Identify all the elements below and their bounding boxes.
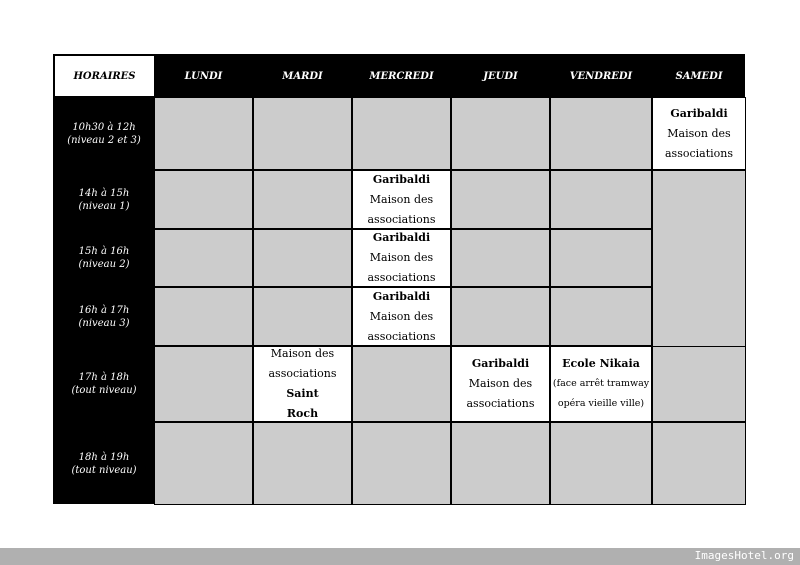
time-label: 17h à 18h (78, 372, 130, 383)
header-vendredi: VENDREDI (569, 70, 633, 82)
slot-empty (451, 97, 550, 170)
slot-empty (550, 97, 652, 170)
location-line: Maison des (667, 126, 731, 140)
slot-empty (154, 170, 253, 229)
slot-empty (451, 229, 550, 287)
level-label: (niveau 2 et 3) (67, 134, 141, 146)
location-name: Garibaldi (372, 289, 431, 303)
location-line: (face arrêt tramway (552, 378, 650, 389)
slot-empty (451, 170, 550, 229)
header-lundi: LUNDI (184, 70, 223, 82)
location-name: Garibaldi (372, 231, 431, 244)
level-label: (niveau 1) (78, 200, 130, 212)
header-mardi: MARDI (282, 70, 323, 82)
location-name: Garibaldi (471, 357, 530, 370)
level-label: (tout niveau) (71, 385, 137, 396)
location-name: Garibaldi (372, 172, 431, 186)
location-line: associations (367, 329, 436, 343)
location-name: Roch (286, 407, 319, 420)
slot-empty (253, 170, 352, 229)
slot-empty (352, 97, 451, 170)
location-line: associations (466, 397, 535, 410)
time-slot-1030 (54, 97, 154, 170)
slot-mardi-17 (253, 346, 352, 422)
slot-empty (253, 287, 352, 346)
slot-mercredi-15 (352, 229, 451, 287)
slot-empty (154, 229, 253, 287)
slot-samedi-1030 (652, 97, 746, 170)
header-mercredi: MERCREDI (369, 70, 434, 82)
slot-empty (352, 422, 451, 505)
location-name: Saint (286, 387, 319, 400)
slot-empty (352, 346, 451, 422)
schedule-table (53, 54, 745, 504)
time-label: 10h30 à 12h (72, 121, 136, 133)
time-slot-18 (54, 422, 154, 505)
slot-empty (652, 422, 746, 505)
time-slot-14 (54, 170, 154, 229)
slot-empty (154, 287, 253, 346)
slot-empty (451, 422, 550, 505)
slot-empty (451, 287, 550, 346)
slot-empty (550, 229, 652, 287)
time-label: 14h à 15h (78, 187, 130, 199)
location-line: Maison des (270, 347, 335, 360)
slot-empty (154, 422, 253, 505)
time-label: 15h à 16h (78, 246, 130, 257)
slot-empty (550, 287, 652, 346)
slot-empty (253, 229, 352, 287)
time-slot-17 (54, 346, 154, 422)
level-label: (niveau 3) (78, 317, 130, 329)
location-word: associations (268, 367, 337, 380)
location-name: Ecole Nikaia (562, 357, 640, 370)
location-line: Maison des (369, 192, 434, 206)
header-samedi: SAMEDI (675, 70, 723, 82)
location-line: associations (367, 212, 436, 226)
location-line: opéra vieille ville) (557, 398, 645, 409)
slot-vendredi-17 (550, 346, 652, 422)
level-label: (niveau 2) (78, 259, 130, 270)
slot-empty (550, 422, 652, 505)
slot-mercredi-14 (352, 170, 451, 229)
slot-empty (550, 170, 652, 229)
header-jeudi: JEUDI (483, 70, 518, 82)
slot-mercredi-16 (352, 287, 451, 346)
time-label: 16h à 17h (78, 304, 130, 316)
footer-bar (0, 548, 800, 565)
level-label: (tout niveau) (71, 464, 137, 476)
slot-empty (652, 346, 746, 422)
slot-empty (253, 422, 352, 505)
location-line (254, 364, 351, 404)
slot-empty (154, 346, 253, 422)
slot-empty (253, 97, 352, 170)
location-line: Maison des (369, 309, 434, 323)
location-line: Maison des (468, 377, 533, 390)
slot-empty (154, 97, 253, 170)
location-line: associations (665, 146, 733, 160)
location-line: associations (367, 271, 436, 284)
header-horaires: HORAIRES (55, 56, 154, 96)
time-slot-16 (54, 287, 154, 346)
location-line: Maison des (369, 251, 434, 264)
watermark-text: ImagesHotel.org (694, 549, 794, 562)
time-label: 18h à 19h (78, 451, 130, 463)
time-slot-15 (54, 229, 154, 287)
location-name: Garibaldi (670, 106, 728, 120)
slot-jeudi-17 (451, 346, 550, 422)
